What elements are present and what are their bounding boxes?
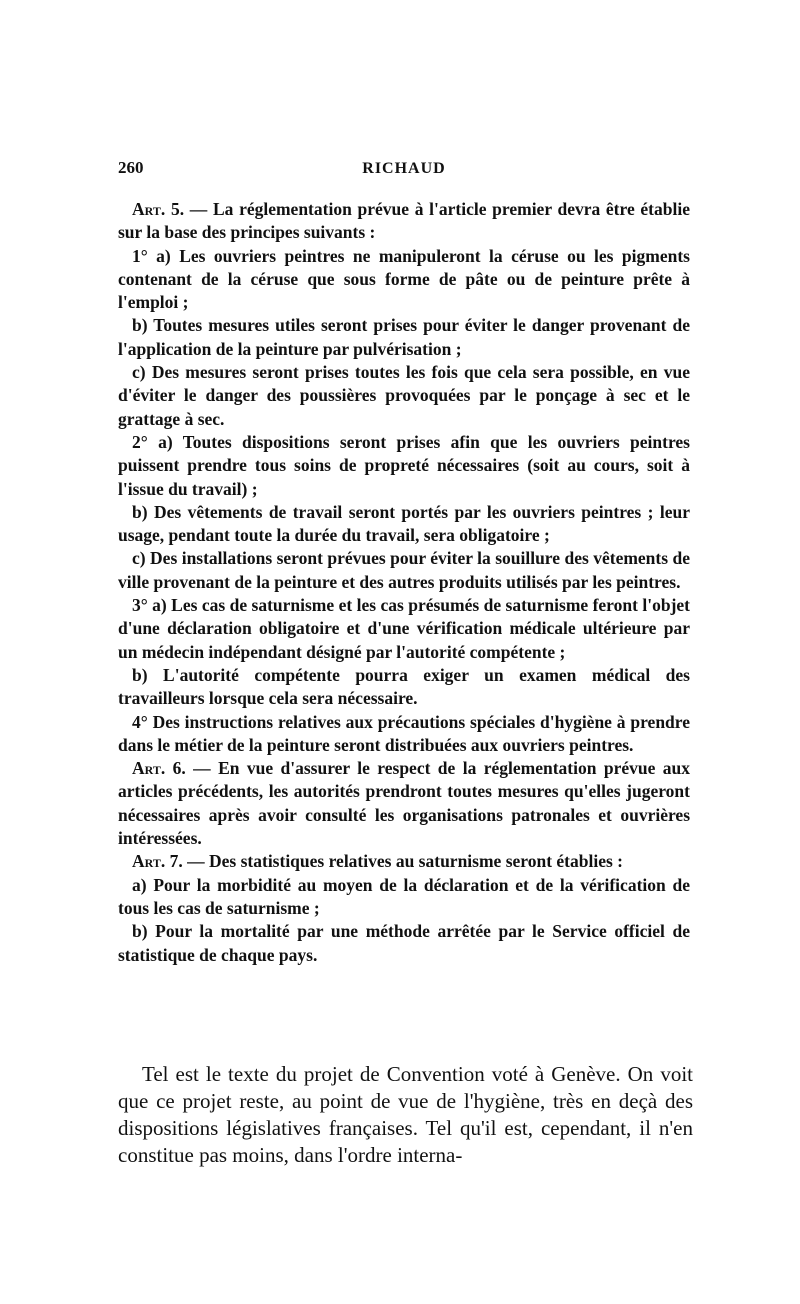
- page-header: [118, 158, 690, 186]
- clause-1c: c) Des mesures seront prises toutes les fois que cela sera possible, en vue d'éviter le danger des poussières provoquées par le ponçage à sec et le grattage à sec.: [118, 362, 690, 429]
- body-text: [118, 1061, 693, 1169]
- article-5-label: Art. 5.: [132, 199, 185, 219]
- article-7-label: Art. 7.: [132, 851, 183, 872]
- clause-7b: b) Pour la mortalité par une méthode arrêtée par le Service officiel de statistique de chaque pays.: [118, 921, 690, 965]
- clause-3a: 3° a) Les cas de saturnisme et les cas présumés de saturnisme feront l'objet d'une déclaration obligatoire et d'une vérification médicale ultérieure par un médecin indépendant désigné par l'autorité compétente ;: [118, 595, 690, 662]
- running-head: RICHAUD: [362, 160, 446, 177]
- clause-1a: 1° a) Les ouvriers peintres ne manipuleront la céruse ou les pigments contenant de la céruse que sous forme de pâte ou de peinture prête à l'emploi ;: [118, 245, 690, 313]
- article-6-paragraph: [118, 757, 690, 850]
- clause-1b: b) Toutes mesures utiles seront prises pour éviter le danger provenant de l'application de la peinture par pulvérisation ;: [118, 315, 690, 359]
- convention-articles: [118, 198, 690, 967]
- body-paragraph: Tel est le texte du projet de Convention voté à Genève. On voit que ce projet reste, au point de vue de l'hygiène, très en deçà des dispositions législatives françaises. Tel qu'il est, cependant, il n'en constitue pas moins, dans l'ordre interna-: [118, 1062, 693, 1167]
- clause-3b: b) L'autorité compétente pourra exiger un examen médical des travailleurs lorsque cela sera nécessaire.: [118, 664, 690, 709]
- clause-7a: a) Pour la morbidité au moyen de la déclaration et de la vérification de tous les cas de saturnisme ;: [118, 874, 690, 918]
- clause-2c: c) Des installations seront prévues pour éviter la souillure des vêtements de ville provenant de la peinture et des autres produits utilisés par les peintres.: [118, 548, 690, 592]
- article-5-text: — La réglementation prévue à l'article premier devra être établie sur la base des principes suivants :: [118, 199, 690, 243]
- article-6-text: — En vue d'assurer le respect de la réglementation prévue aux articles précédents, les autorités prendront toutes mesures qu'elles jugeront nécessaires après avoir consulté les organisations patronales et ouvrières intéressées.: [118, 758, 690, 849]
- clause-2a: 2° a) Toutes dispositions seront prises afin que les ouvriers peintres puissent prendre tous soins de propreté nécessaires (soit au cours, soit à l'issue du travail) ;: [118, 431, 690, 499]
- article-7-paragraph: [118, 850, 690, 873]
- clause-2b: b) Des vêtements de travail seront portés par les ouvriers peintres ; leur usage, pendant toute la durée du travail, sera obligatoire ;: [118, 501, 690, 546]
- page-number: 260: [118, 158, 144, 177]
- article-6-label: Art. 6.: [132, 758, 186, 779]
- clause-4: 4° Des instructions relatives aux précautions spéciales d'hygiène à prendre dans le métier de la peinture seront distribuées aux ouvriers peintres.: [118, 711, 690, 755]
- article-5-paragraph: [118, 198, 690, 245]
- article-7-text: — Des statistiques relatives au saturnisme seront établies :: [182, 851, 623, 872]
